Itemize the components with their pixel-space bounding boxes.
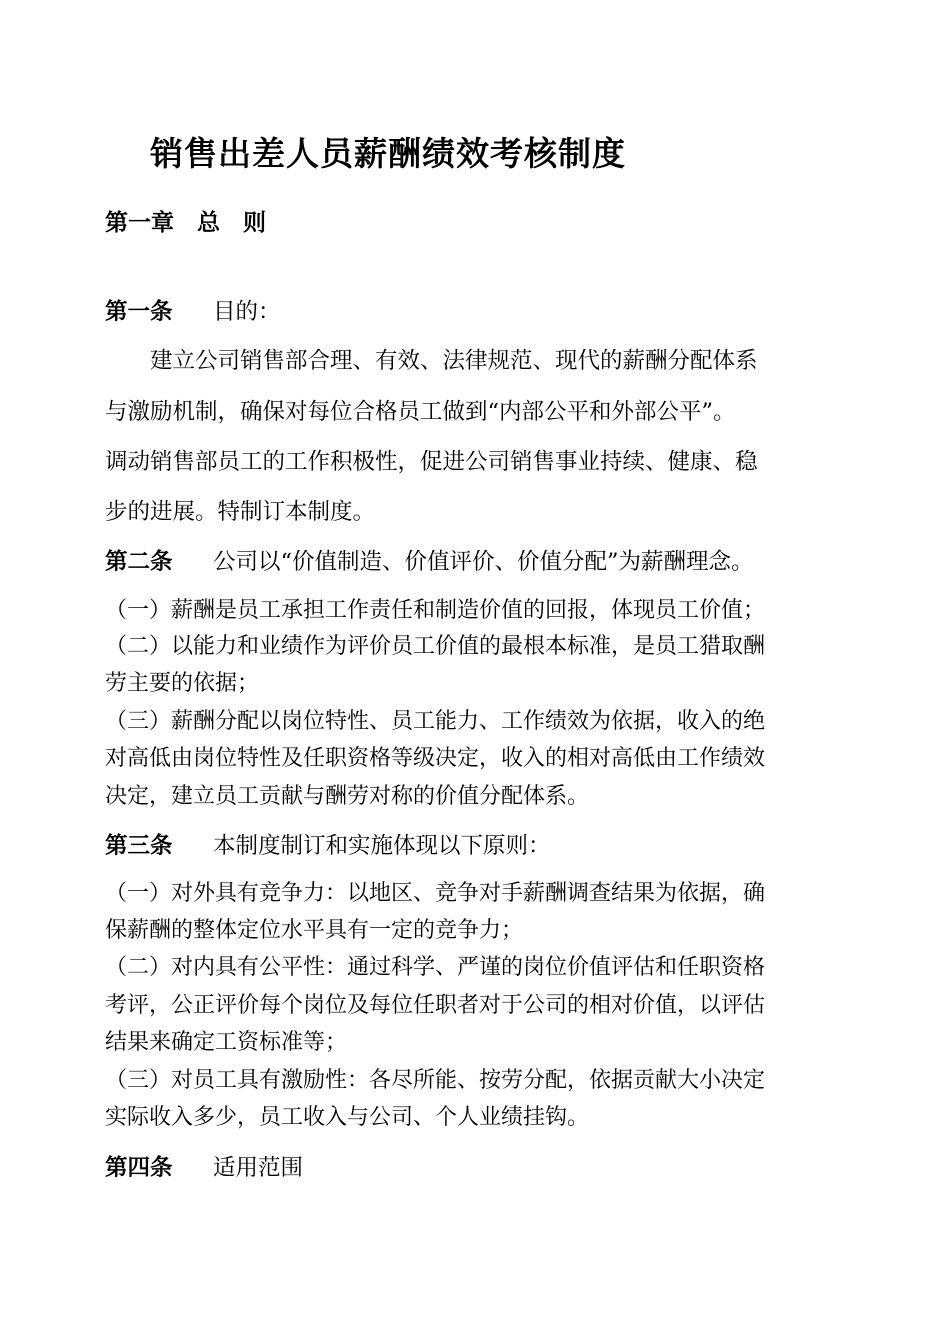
article-2-item: （二）以能力和业绩作为评价员工价值的最根本标准，是员工猎取酬 [105, 634, 766, 659]
article-4-heading [105, 1150, 303, 1182]
article-4-title: 适用范围 [213, 1155, 304, 1181]
article-2-title: 公司以“价值制造、价值评价、价值分配”为薪酬理念。 [213, 549, 754, 575]
article-2-item: （三）薪酬分配以岗位特性、员工能力、工作绩效为依据，收入的绝 [105, 709, 766, 734]
article-1-line: 调动销售部员工的工作积极性，促进公司销售事业持续、健康、稳 [105, 449, 758, 475]
article-3-item: 实际收入多少，员工收入与公司、个人业绩挂钩。 [105, 1105, 590, 1130]
article-4-label: 第四条 [105, 1155, 173, 1181]
article-1-title: 目的： [213, 299, 281, 325]
article-3-item: 结果来确定工资标准等； [105, 1030, 348, 1055]
article-2-label: 第二条 [105, 549, 173, 575]
article-3-item: 保薪酬的整体定位水平具有一定的竞争力； [105, 918, 524, 943]
article-3-item: （一）对外具有竞争力：以地区、竞争对手薪酬调查结果为依据，确 [105, 881, 766, 906]
article-3-label: 第三条 [105, 833, 173, 859]
article-1-heading [105, 294, 281, 326]
document-title: 销售出差人员薪酬绩效考核制度 [150, 134, 626, 173]
article-3-item: 考评，公正评价每个岗位及每位任职者对于公司的相对价值，以评估 [105, 993, 766, 1018]
chapter-heading: 第一章 总 则 [105, 209, 266, 236]
article-3-item: （三）对员工具有激励性：各尽所能、按劳分配，依据贡献大小决定 [105, 1068, 766, 1093]
article-2-item: （一）薪酬是员工承担工作责任和制造价值的回报，体现员工价值； [105, 598, 766, 623]
article-2-item: 对高低由岗位特性及任职资格等级决定，收入的相对高低由工作绩效 [105, 746, 766, 771]
article-2-item: 劳主要的依据； [105, 671, 260, 696]
article-1-line: 步的进展。特制订本制度。 [105, 499, 376, 525]
article-1-line: 与激励机制，确保对每位合格员工做到“内部公平和外部公平”。 [105, 399, 736, 425]
article-3-heading [105, 828, 551, 860]
article-3-item: （二）对内具有公平性：通过科学、严谨的岗位价值评估和任职资格 [105, 955, 766, 980]
article-1-line: 建立公司销售部合理、有效、法律规范、现代的薪酬分配体系 [150, 348, 758, 374]
article-1-label: 第一条 [105, 299, 173, 325]
article-2-item: 决定，建立员工贡献与酬劳对称的价值分配体系。 [105, 784, 590, 809]
article-3-title: 本制度制订和实施体现以下原则： [213, 833, 551, 859]
article-2-heading [105, 544, 754, 576]
